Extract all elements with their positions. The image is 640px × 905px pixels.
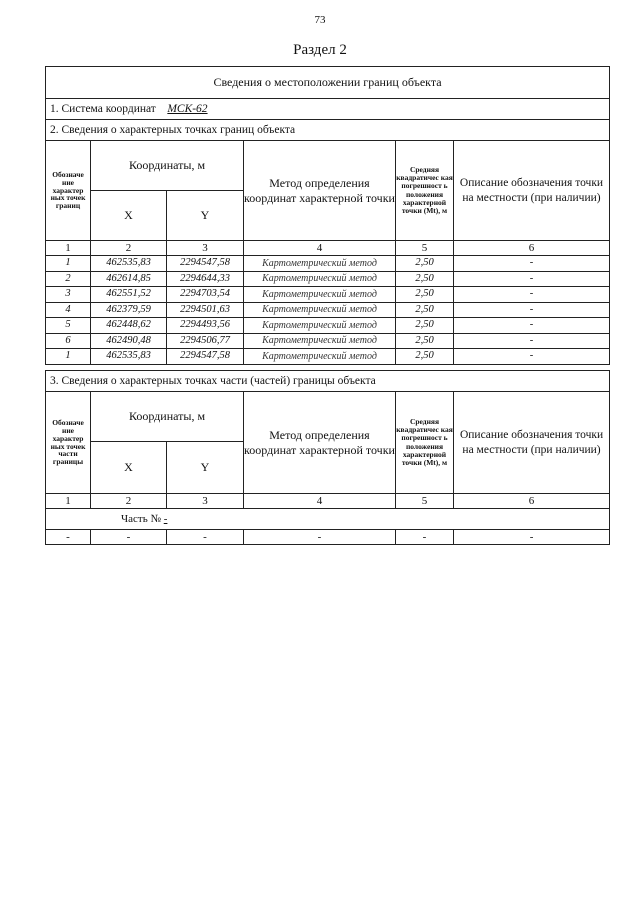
part-value: - [163, 512, 168, 525]
point-number: 2 [46, 271, 91, 287]
empty-cell: - [244, 530, 396, 545]
header-coordinates: Координаты, м [91, 141, 244, 191]
column-number: 2 [91, 494, 167, 509]
point-description: - [454, 318, 610, 334]
section-title: Раздел 2 [293, 42, 347, 58]
point-number: 3 [46, 287, 91, 303]
page-number: 73 [314, 14, 326, 26]
subsection-2-heading: 2. Сведения о характерных точках границ объекта [46, 120, 610, 141]
column-number: 4 [244, 241, 396, 256]
boundary-points-table [45, 66, 610, 365]
empty-cell: - [46, 530, 91, 545]
header-method: Метод определения координат характерной точки [244, 141, 396, 241]
header-rms: Средняя квадратичес кая погрешност ь положения характерной точки (Mt), м [396, 392, 454, 494]
header-designation: Обозначе ние характер ных точек границ [46, 141, 91, 241]
point-rms: 2,50 [396, 333, 454, 349]
empty-cell: - [167, 530, 244, 545]
point-method: Картометрический метод [244, 256, 396, 272]
table-row [46, 333, 610, 349]
part-number-row [46, 509, 610, 530]
column-number: 5 [396, 494, 454, 509]
table-row [46, 530, 610, 545]
point-x: 462535,83 [91, 349, 167, 365]
point-method: Картометрический метод [244, 349, 396, 365]
point-method: Картометрический метод [244, 302, 396, 318]
point-x: 462535,83 [91, 256, 167, 272]
column-number: 1 [46, 241, 91, 256]
table-row [46, 256, 610, 272]
column-number: 2 [91, 241, 167, 256]
column-number: 3 [167, 494, 244, 509]
header-rms: Средняя квадратичес кая погрешност ь положения характерной точки (Mt), м [396, 141, 454, 241]
column-number: 1 [46, 494, 91, 509]
point-description: - [454, 287, 610, 303]
empty-cell: - [396, 530, 454, 545]
header-method: Метод определения координат характерной точки [244, 392, 396, 494]
coord-system-row [46, 99, 610, 120]
header-x: X [91, 191, 167, 241]
table-row [46, 302, 610, 318]
point-method: Картометрический метод [244, 271, 396, 287]
point-y: 2294703,54 [167, 287, 244, 303]
point-y: 2294493,56 [167, 318, 244, 334]
header-description: Описание обозначения точки на местности (при наличии) [454, 392, 610, 494]
point-rms: 2,50 [396, 271, 454, 287]
header-x: X [91, 442, 167, 494]
empty-cell: - [454, 530, 610, 545]
point-y: 2294501,63 [167, 302, 244, 318]
table-row [46, 287, 610, 303]
empty-cell: - [91, 530, 167, 545]
point-rms: 2,50 [396, 302, 454, 318]
point-x: 462614,85 [91, 271, 167, 287]
point-description: - [454, 271, 610, 287]
column-number: 4 [244, 494, 396, 509]
header-description: Описание обозначения точки на местности (при наличии) [454, 141, 610, 241]
point-description: - [454, 256, 610, 272]
point-rms: 2,50 [396, 287, 454, 303]
point-number: 6 [46, 333, 91, 349]
header-designation: Обозначе ние характер ных точек части границы [46, 392, 91, 494]
point-rms: 2,50 [396, 256, 454, 272]
column-number: 3 [167, 241, 244, 256]
table-row [46, 349, 610, 365]
point-rms: 2,50 [396, 349, 454, 365]
point-y: 2294644,33 [167, 271, 244, 287]
point-description: - [454, 349, 610, 365]
point-x: 462490,48 [91, 333, 167, 349]
point-y: 2294547,58 [167, 256, 244, 272]
point-x: 462448,62 [91, 318, 167, 334]
part-boundary-points-table [45, 370, 610, 545]
column-number: 6 [454, 241, 610, 256]
table-row [46, 318, 610, 334]
point-method: Картометрический метод [244, 318, 396, 334]
point-x: 462379,59 [91, 302, 167, 318]
table-row [46, 271, 610, 287]
point-method: Картометрический метод [244, 287, 396, 303]
header-y: Y [167, 442, 244, 494]
point-description: - [454, 333, 610, 349]
coord-system-label: 1. Система координат [50, 102, 156, 115]
point-rms: 2,50 [396, 318, 454, 334]
point-number: 5 [46, 318, 91, 334]
point-number: 1 [46, 256, 91, 272]
coord-system-value: МСК-62 [167, 102, 208, 115]
point-number: 4 [46, 302, 91, 318]
subsection-3-heading: 3. Сведения о характерных точках части (частей) границы объекта [46, 371, 610, 392]
point-method: Картометрический метод [244, 333, 396, 349]
part-label: Часть № [121, 512, 161, 525]
column-number: 6 [454, 494, 610, 509]
point-description: - [454, 302, 610, 318]
point-y: 2294547,58 [167, 349, 244, 365]
point-number: 1 [46, 349, 91, 365]
column-number: 5 [396, 241, 454, 256]
header-y: Y [167, 191, 244, 241]
table-title: Сведения о местоположении границ объекта [46, 67, 610, 99]
point-y: 2294506,77 [167, 333, 244, 349]
header-coordinates: Координаты, м [91, 392, 244, 442]
point-x: 462551,52 [91, 287, 167, 303]
